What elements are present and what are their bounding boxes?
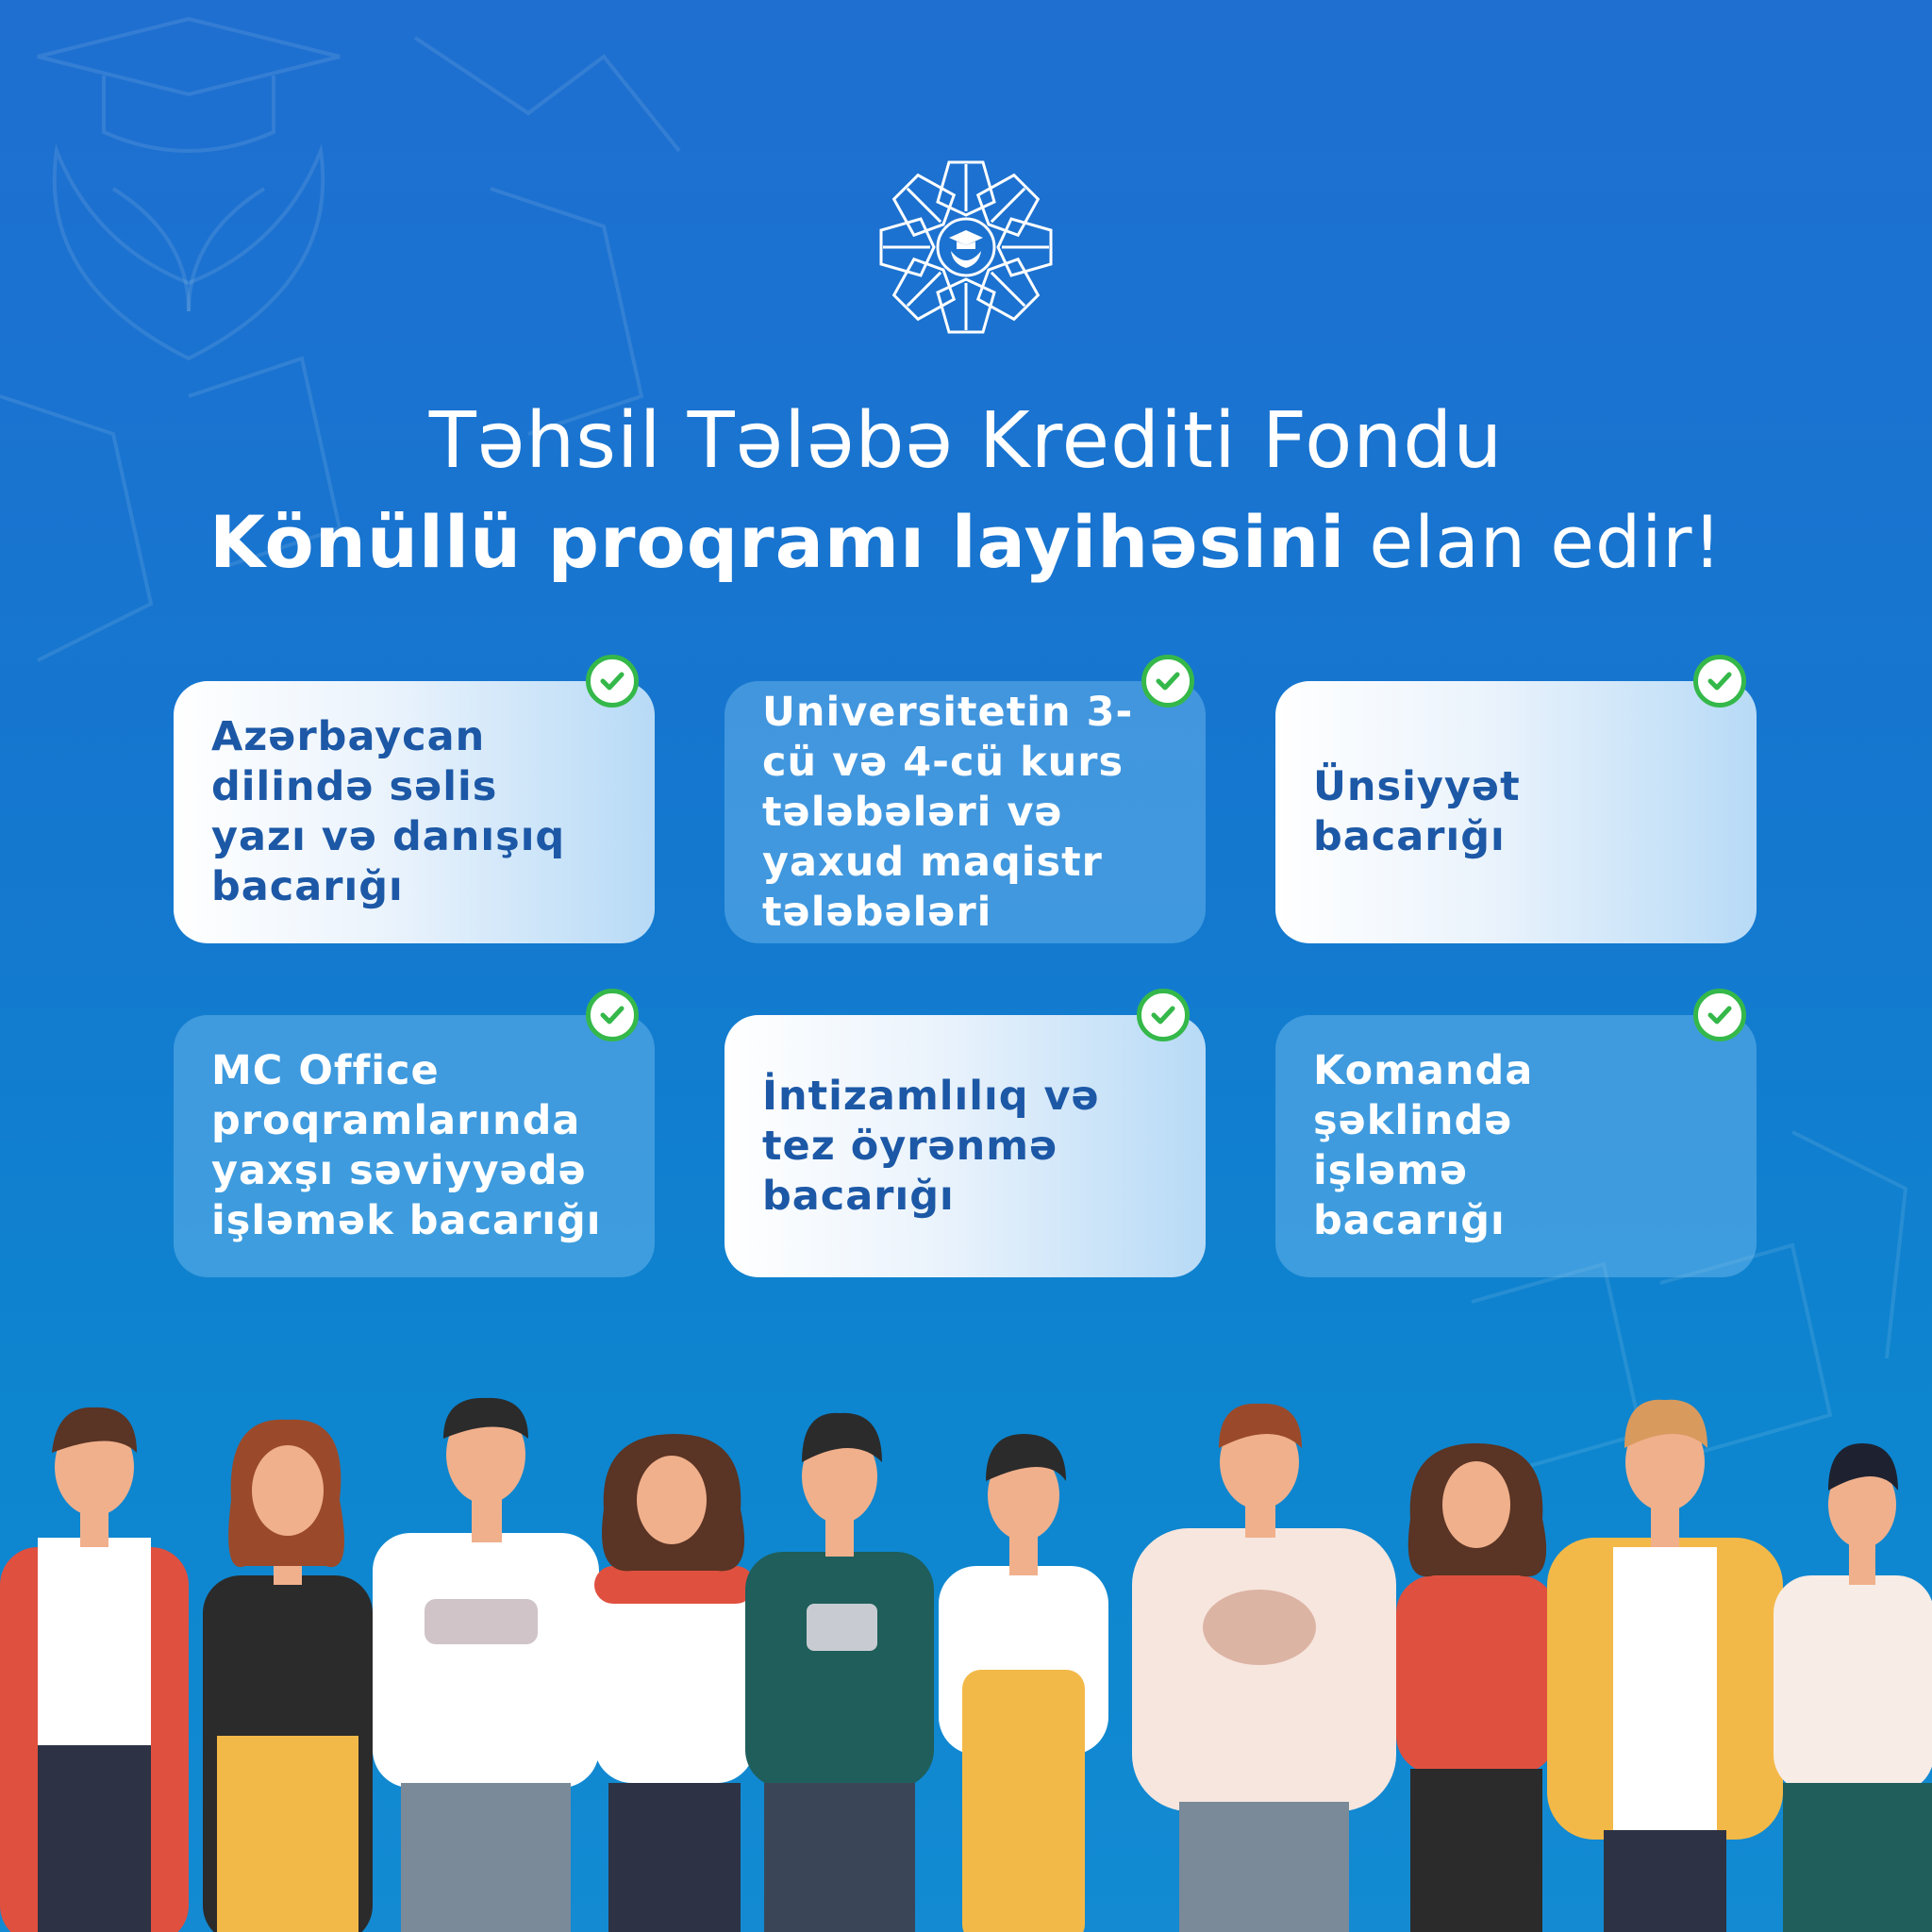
requirement-text: İntizamlılıq və tez öyrənmə bacarığı bbox=[762, 1072, 1100, 1220]
person-9 bbox=[1547, 1400, 1783, 1932]
title-line-2 bbox=[0, 500, 1932, 584]
check-circle-icon bbox=[1141, 655, 1194, 708]
requirement-text: Ünsiyyət bacarığı bbox=[1313, 763, 1521, 860]
requirement-card-language bbox=[174, 681, 655, 943]
person-1 bbox=[0, 1407, 189, 1932]
person-5 bbox=[745, 1413, 934, 1932]
person-4 bbox=[594, 1434, 755, 1932]
person-6 bbox=[939, 1434, 1108, 1932]
requirement-card-students bbox=[724, 681, 1206, 943]
check-circle-icon bbox=[1137, 989, 1190, 1041]
requirement-card-teamwork bbox=[1275, 1015, 1757, 1277]
requirement-text: Azərbaycan dilində səlis yazı və danışıq bacarığı bbox=[211, 713, 566, 910]
requirement-text: Komanda şəklində işləmə bacarığı bbox=[1313, 1047, 1534, 1244]
title-regular-part: elan edir! bbox=[1369, 500, 1724, 584]
person-7 bbox=[1132, 1404, 1396, 1932]
check-circle-icon bbox=[586, 989, 639, 1041]
person-10 bbox=[1774, 1443, 1932, 1932]
requirement-card-communication bbox=[1275, 681, 1757, 943]
title-line-1: Təhsil Tələbə Krediti Fondu bbox=[428, 396, 1504, 486]
person-2 bbox=[203, 1420, 373, 1932]
check-circle-icon bbox=[1693, 655, 1746, 708]
person-3 bbox=[373, 1398, 599, 1932]
requirement-card-discipline bbox=[724, 1015, 1206, 1277]
check-circle-icon bbox=[586, 655, 639, 708]
requirement-card-office bbox=[174, 1015, 655, 1277]
requirement-text: Universitetin 3-cü və 4-cü kurs tələbələri və yaxud maqistr tələbələri bbox=[762, 688, 1134, 936]
people-illustration bbox=[0, 1387, 1932, 1932]
check-circle-icon bbox=[1693, 989, 1746, 1041]
requirement-text: MC Office proqramlarında yaxşı səviyyədə işləmək bacarığı bbox=[211, 1047, 602, 1244]
person-8 bbox=[1396, 1443, 1557, 1932]
title-bold-part: Könüllü proqramı layihəsini bbox=[208, 500, 1346, 584]
fund-emblem-icon bbox=[877, 158, 1055, 336]
